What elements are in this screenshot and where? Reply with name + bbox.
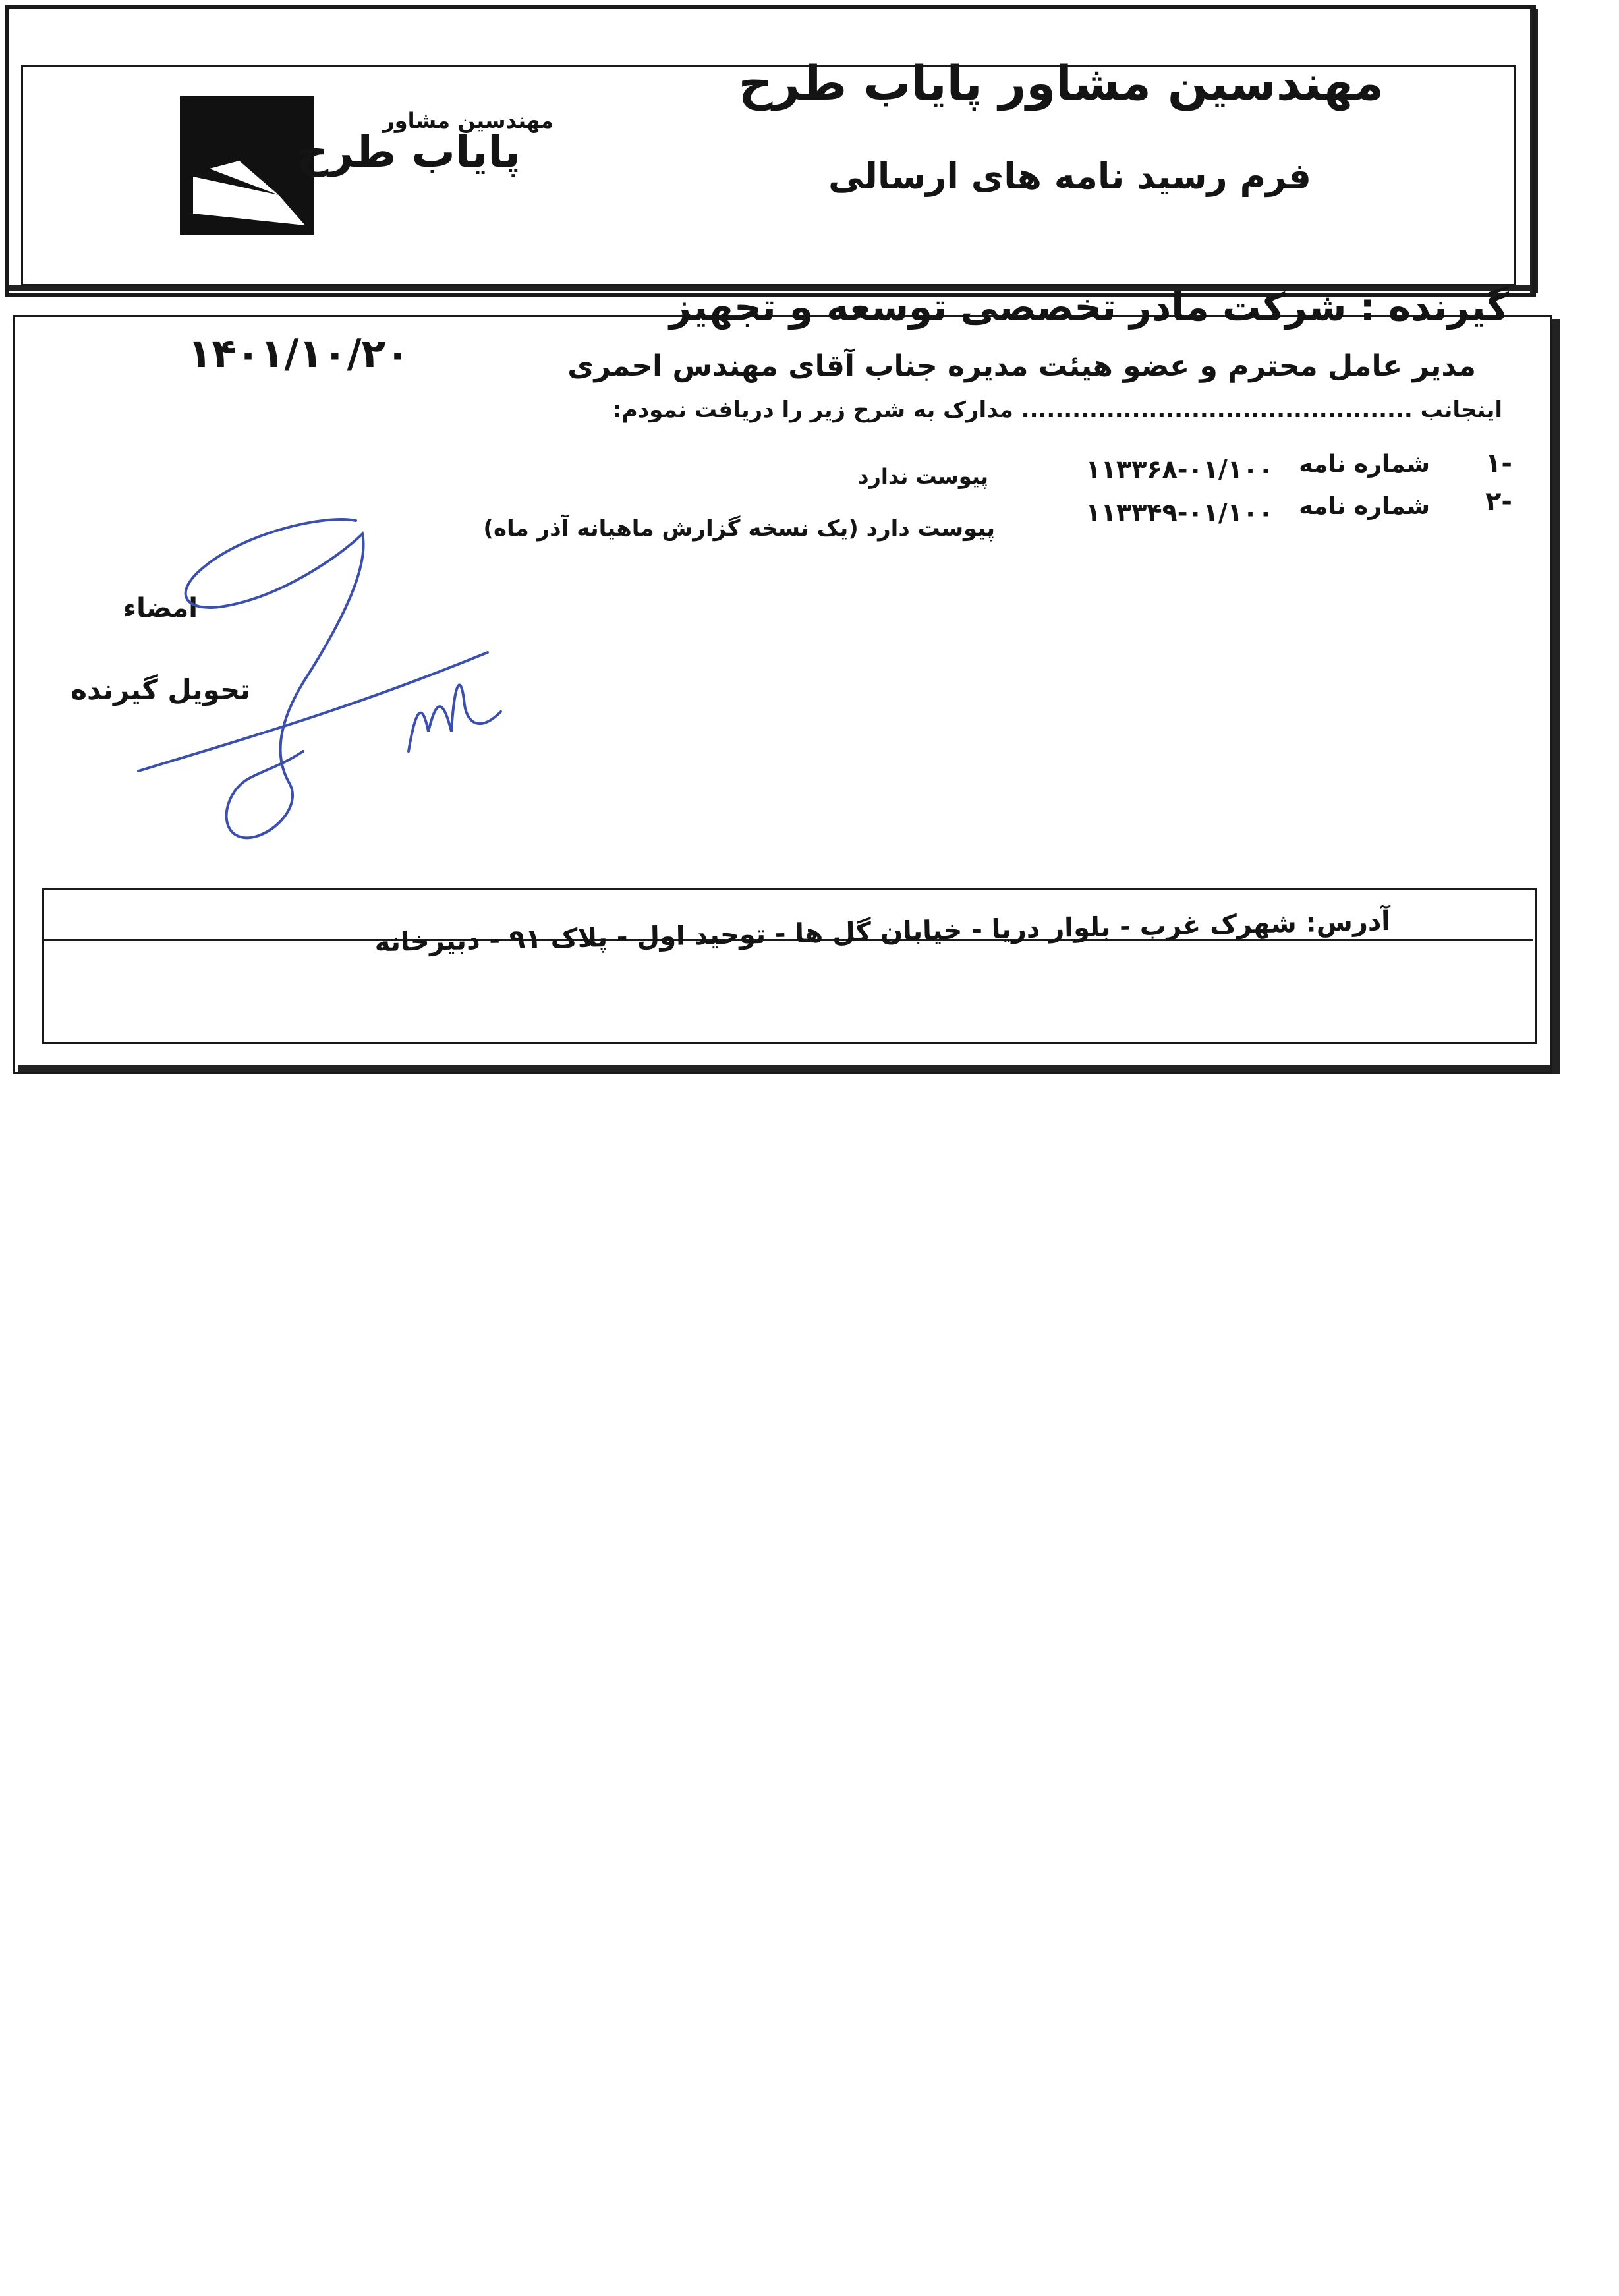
recipient-line: گیرنده : شرکت مادر تخصصی توسعه و تجهیز <box>669 285 1509 330</box>
logo-mark <box>180 96 314 235</box>
logo-text-large: پایاب طرح <box>297 127 521 177</box>
statement-line <box>567 397 1502 423</box>
logo-icon <box>180 96 314 235</box>
item-2-attachment: پیوست دارد (یک نسخه گزارش ماهیانه آذر ماه) <box>483 515 995 542</box>
statement-dots: .............................................. <box>1021 397 1413 423</box>
item-2-num: ۲- <box>1485 486 1512 517</box>
statement-suffix: مدارک به شرح زیر را دریافت نمودم: <box>612 397 1013 423</box>
addressee-line: مدیر عامل محترم و عضو هیئت مدیره جناب آقای مهندس احمری <box>567 349 1476 383</box>
item-1-number: ۱۱۳۳۶۸-۰۱/۱۰۰ <box>1085 455 1274 484</box>
sign-label: امضاء <box>123 593 198 623</box>
receiver-label: تحویل گیرنده <box>71 674 250 706</box>
statement-prefix: اینجانب <box>1420 397 1502 423</box>
logo-text-small: مهندسین مشاور <box>382 108 554 133</box>
date: ۱۴۰۱/۱۰/۲۰ <box>188 331 410 377</box>
form-title: فرم رسید نامه های ارسالی <box>828 156 1311 197</box>
handwritten-signature-icon <box>125 514 521 857</box>
address-line: آدرس: شهرک غرب - بلوار دریا - خیابان گل ها - توحید اول - پلاک ۹۱ - دبیرخانه <box>374 906 1391 958</box>
item-1-num: ۱- <box>1485 448 1512 478</box>
item-1-attachment: پیوست ندارد <box>858 464 988 489</box>
item-1-label: شماره نامه <box>1299 451 1430 478</box>
company-title: مهندسین مشاور پایاب طرح <box>738 55 1384 111</box>
item-2-number: ۱۱۳۳۴۹-۰۱/۱۰۰ <box>1085 498 1274 527</box>
item-2-label: شماره نامه <box>1299 493 1430 520</box>
